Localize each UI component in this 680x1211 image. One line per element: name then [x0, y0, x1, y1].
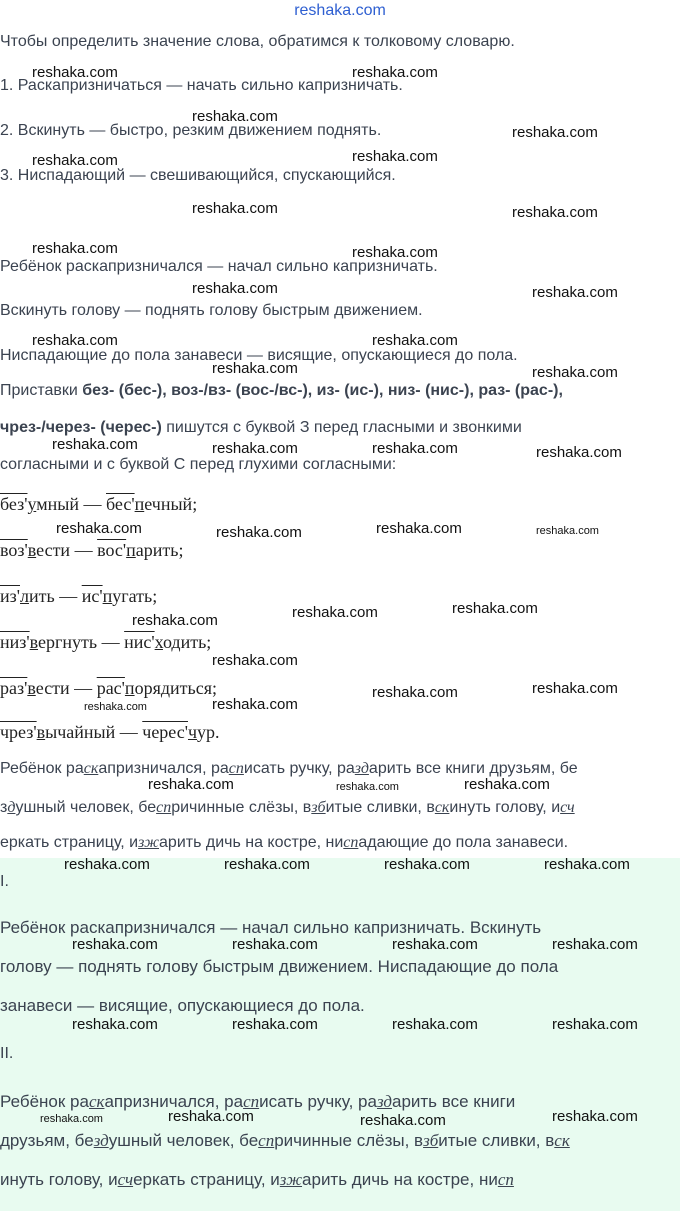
watermark-text: reshaka.com — [384, 856, 470, 873]
word-rest: мный — — [36, 494, 106, 514]
site-header[interactable]: reshaka.com — [294, 2, 386, 19]
word-rest: одить; — [162, 632, 212, 652]
highlighted-letters: сп — [243, 1092, 260, 1111]
watermark-text: reshaka.com — [552, 1108, 638, 1125]
word-rest: ергнуть — — [38, 632, 125, 652]
text-segment: ушный человек, бе — [15, 799, 157, 816]
text-segment: адающие до пола занавеси. — [358, 834, 569, 851]
highlighted-letters: сп — [343, 834, 359, 851]
watermark-text: reshaka.com — [352, 244, 438, 261]
prefix-list: без- (бес-), воз-/вз- (вос-/вс-), из- (ис-), низ- (нис-), раз- (рас-), — [82, 382, 563, 399]
task-line — [0, 1131, 570, 1151]
word-rest: угать; — [112, 586, 158, 606]
example-line — [0, 540, 183, 560]
root-letter: п — [124, 678, 135, 698]
watermark-text: reshaka.com — [452, 600, 538, 617]
watermark-text: reshaka.com — [532, 680, 618, 697]
watermark-text: reshaka.com — [512, 124, 598, 141]
example-line — [0, 678, 217, 698]
watermark-text: reshaka.com — [192, 280, 278, 297]
watermark-text: reshaka.com — [392, 1016, 478, 1033]
watermark-text: reshaka.com — [352, 148, 438, 165]
text-segment: исать ручку, ра — [243, 760, 355, 777]
part1-label: I. — [0, 873, 9, 890]
rule-line-3: согласными и с буквой С перед глухими согласными: — [0, 456, 397, 473]
watermark-text: reshaka.com — [32, 240, 118, 257]
text-segment: итые сливки, в — [325, 799, 435, 816]
prefix: раз' — [0, 678, 28, 698]
watermark-text: reshaka.com — [212, 696, 298, 713]
sentence-2: Вскинуть голову — поднять голову быстрым движением. — [0, 302, 423, 319]
rule-line-2: чрез-/через- (черес-) пишутся с буквой З перед гласными и звонкими — [0, 419, 522, 436]
prefix: воз' — [0, 540, 28, 560]
rule-line-1: Приставки без- (бес-), воз-/вз- (вос-/вс-), из- (ис-), низ- (нис-), раз- (рас-), — [0, 382, 563, 399]
watermark-text: reshaka.com — [192, 108, 278, 125]
part1-line-1: Ребёнок раскапризничался — начал сильно капризничать. Вскинуть — [0, 918, 542, 937]
text-segment: еркать страницу, и — [0, 834, 139, 851]
highlighted-letters: зд — [376, 1092, 392, 1111]
text-segment: еркать страницу, и — [133, 1170, 280, 1189]
definition-2: 2. Вскинуть — быстро, резким движением поднять. — [0, 122, 382, 139]
root-letter: п — [134, 494, 145, 514]
highlighted-letters: зд — [354, 760, 369, 777]
example-line — [0, 632, 211, 652]
word-rest: арить; — [135, 540, 184, 560]
watermark-text: reshaka.com — [132, 612, 218, 629]
text-segment: апризничался, ра — [104, 1092, 244, 1111]
word-rest: ечный; — [144, 494, 198, 514]
watermark-text: reshaka.com — [84, 701, 147, 713]
watermark-text: reshaka.com — [212, 652, 298, 669]
word-rest: ести — — [36, 540, 98, 560]
watermark-text: reshaka.com — [56, 520, 142, 537]
highlighted-letters: ск — [83, 760, 99, 777]
word-rest: ить — — [28, 586, 82, 606]
watermark-text: reshaka.com — [232, 936, 318, 953]
task-line — [0, 1170, 514, 1190]
root-letter: л — [20, 586, 29, 606]
highlighted-letters: зж — [279, 1170, 303, 1189]
root-letter: ч — [187, 722, 198, 742]
watermark-text: reshaka.com — [376, 520, 462, 537]
watermark-text: reshaka.com — [32, 152, 118, 169]
prefix: бес' — [106, 494, 135, 514]
word-rest: орядиться; — [134, 678, 217, 698]
watermark-text: reshaka.com — [536, 525, 599, 537]
highlighted-letters: сп — [156, 799, 172, 816]
text-segment: исать ручку, ра — [259, 1092, 377, 1111]
highlighted-letters: зб — [423, 1131, 439, 1150]
watermark-text: reshaka.com — [72, 1016, 158, 1033]
text-segment: апризничался, ра — [98, 760, 229, 777]
highlighted-letters: сп — [497, 1170, 514, 1189]
example-line — [0, 586, 157, 606]
highlighted-letters: сч — [560, 799, 575, 816]
part2-label: II. — [0, 1045, 14, 1062]
part1-line-2: голову — поднять голову быстрым движением. Ниспадающие до пола — [0, 957, 559, 976]
root-letter: в — [27, 540, 37, 560]
watermark-text: reshaka.com — [544, 856, 630, 873]
text-segment: арить дичь на костре, ни — [159, 834, 344, 851]
part1-line-3: занавеси — висящие, опускающиеся до пола. — [0, 996, 365, 1015]
text-segment: ричинные слёзы, в — [274, 1131, 424, 1150]
root-letter: у — [27, 494, 37, 514]
watermark-text: reshaka.com — [216, 524, 302, 541]
highlighted-letters: сч — [117, 1170, 134, 1189]
prefix: ис' — [81, 586, 103, 606]
watermark-text: reshaka.com — [292, 604, 378, 621]
root-letter: в — [27, 678, 36, 698]
watermark-text: reshaka.com — [532, 284, 618, 301]
watermark-text: reshaka.com — [336, 781, 399, 793]
text-segment: з — [0, 799, 8, 816]
prefix: без' — [0, 494, 28, 514]
text-segment: инуть голову, и — [0, 1170, 118, 1189]
text-segment: ричинные слёзы, в — [171, 799, 312, 816]
watermark-text: reshaka.com — [372, 684, 458, 701]
task-line — [0, 833, 568, 853]
word-rest: ур. — [197, 722, 220, 742]
root-letter: в — [29, 632, 39, 652]
watermark-text: reshaka.com — [360, 1112, 446, 1129]
watermark-text: reshaka.com — [52, 436, 138, 453]
text-segment: Ребёнок ра — [0, 1092, 89, 1111]
watermark-text: reshaka.com — [148, 776, 234, 793]
prefix: вос' — [97, 540, 127, 560]
watermark-text: reshaka.com — [372, 332, 458, 349]
watermark-text: reshaka.com — [224, 856, 310, 873]
highlighted-letters: сп — [228, 760, 244, 777]
prefix: нис' — [124, 632, 155, 652]
root-letter: п — [126, 540, 136, 560]
highlighted-letters: зж — [138, 834, 160, 851]
highlighted-letters: ск — [88, 1092, 105, 1111]
highlighted-letters: зд — [93, 1131, 109, 1150]
watermark-text: reshaka.com — [32, 64, 118, 81]
watermark-text: reshaka.com — [392, 936, 478, 953]
task-line — [0, 798, 575, 818]
watermark-text: reshaka.com — [32, 332, 118, 349]
text-segment: итые сливки, в — [438, 1131, 555, 1150]
highlighted-letters: ск — [434, 799, 450, 816]
watermark-text: reshaka.com — [168, 1108, 254, 1125]
watermark-text: reshaka.com — [40, 1113, 103, 1125]
watermark-text: reshaka.com — [552, 1016, 638, 1033]
watermark-text: reshaka.com — [192, 200, 278, 217]
text-segment: друзьям, бе — [0, 1131, 94, 1150]
highlighted-letters: сп — [258, 1131, 275, 1150]
text-segment: арить все книги — [391, 1092, 516, 1111]
watermark-text: reshaka.com — [372, 440, 458, 457]
answer-panel — [0, 858, 680, 1211]
watermark-text: reshaka.com — [64, 856, 150, 873]
root-letter: в — [36, 722, 46, 742]
prefix: из' — [0, 586, 20, 606]
intro-text: Чтобы определить значение слова, обратимся к толковому словарю. — [0, 33, 515, 50]
root-letter: п — [102, 586, 113, 606]
example-line — [0, 494, 197, 514]
prefix: чрез' — [0, 722, 37, 742]
root-letter: х — [154, 632, 163, 652]
prefix: рас' — [96, 678, 125, 698]
watermark-text: reshaka.com — [536, 444, 622, 461]
watermark-text: reshaka.com — [352, 64, 438, 81]
text-segment: инуть голову, и — [449, 799, 561, 816]
highlighted-letters: ск — [554, 1131, 570, 1150]
watermark-text: reshaka.com — [232, 1016, 318, 1033]
text-segment: арить дичь на костре, ни — [302, 1170, 498, 1189]
watermark-text: reshaka.com — [512, 204, 598, 221]
watermark-text: reshaka.com — [212, 440, 298, 457]
highlighted-letters: зб — [311, 799, 326, 816]
example-line — [0, 722, 220, 742]
definition-1: 1. Раскапризничаться — начать сильно капризничать. — [0, 77, 403, 94]
prefix: низ' — [0, 632, 30, 652]
definition-3: 3. Ниспадающий — свешивающийся, спускающийся. — [0, 167, 396, 184]
word-rest: ести — — [35, 678, 97, 698]
text-segment: ушный человек, бе — [108, 1131, 259, 1150]
highlighted-letters: д — [7, 799, 16, 816]
prefix-cheres: чрез-/через- (черес-) — [0, 419, 162, 436]
watermark-text: reshaka.com — [532, 364, 618, 381]
watermark-text: reshaka.com — [552, 936, 638, 953]
watermark-text: reshaka.com — [72, 936, 158, 953]
prefix: черес' — [142, 722, 188, 742]
task-line — [0, 1092, 515, 1112]
sentence-1: Ребёнок раскапризничался — начал сильно капризничать. — [0, 258, 438, 275]
watermark-text: reshaka.com — [464, 776, 550, 793]
text-segment: Ребёнок ра — [0, 760, 84, 777]
sentence-3: Ниспадающие до пола занавеси — висящие, опускающиеся до пола. — [0, 347, 518, 364]
text-segment: арить все книги друзьям, бе — [368, 760, 578, 777]
watermark-text: reshaka.com — [212, 360, 298, 377]
word-rest: ычайный — — [45, 722, 143, 742]
